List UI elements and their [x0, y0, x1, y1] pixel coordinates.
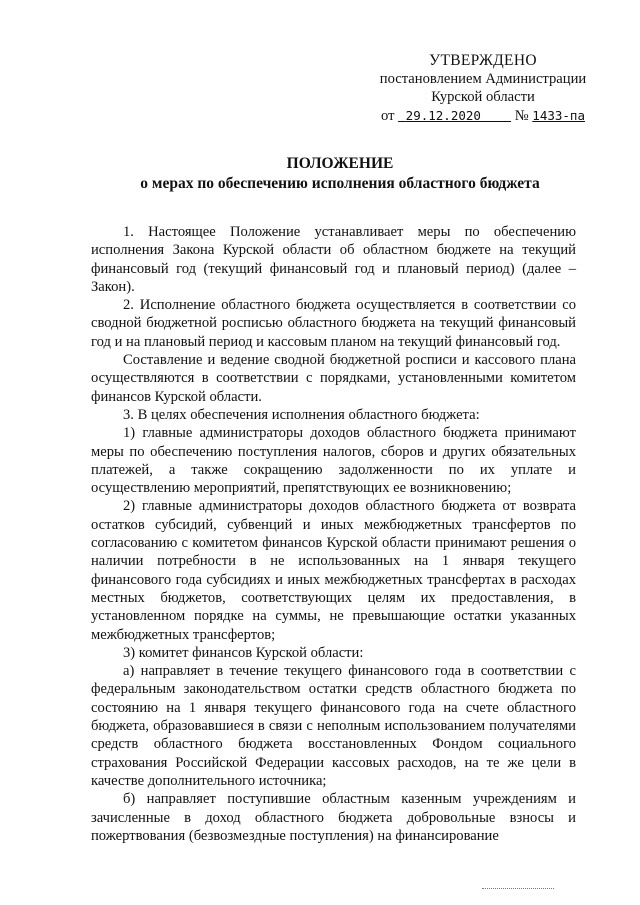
approval-line-2: Курской области — [431, 89, 535, 105]
paragraph: а) направляет в течение текущего финансового года в соответствии с федеральным законодательством остатки средств областного бюджета по состоянию на 1 января текущего финансового года на счете областного бюджета, образовавшиеся в связи с неполным использованием получателями средств областного бюджета восстановленных Фондом социального страхования Российской Федерации кассовых расходов, на те же цели в качестве дополнительного источника; — [91, 663, 576, 789]
paragraph: 2) главные администраторы доходов областного бюджета от возврата остатков субсидий, субвенций и иных межбюджетных трансфертов по согласованию с комитетом финансов Курской области принимают решения о наличии потребности в не использованных на 1 января текущего финансового года субсидиях и иных межбюджетных трансфертах в расходах местных бюджетов, соответствующих целям их предоставления, в установленном порядке на суммы, не превышающие остатки указанных межбюджетных трансфертов; — [91, 498, 576, 643]
document-heading — [80, 154, 600, 194]
number-prefix: № — [514, 108, 529, 124]
paragraph: Составление и ведение сводной бюджетной росписи и кассового плана осуществляются в соответствии с порядками, установленными комитетом финансов Курской области. — [91, 352, 576, 405]
paragraph: 3) комитет финансов Курской области: — [123, 644, 364, 661]
document-title: ПОЛОЖЕНИЕ — [286, 155, 394, 172]
paragraph: б) направляет поступившие областным казенным учреждениям и зачисленные в доход областного бюджета добровольные взносы и пожертвования (безвозмездные поступления) на финансирование — [91, 791, 576, 844]
approval-title: УТВЕРЖДЕНО — [429, 52, 537, 69]
scan-artifact-line — [482, 888, 554, 890]
document-subtitle: о мерах по обеспечению исполнения областного бюджета — [140, 175, 540, 192]
date-prefix: от — [381, 108, 395, 124]
approval-date-number — [368, 107, 598, 125]
paragraph: 3. В целях обеспечения исполнения областного бюджета: — [123, 406, 480, 423]
approval-line-1: постановлением Администрации — [379, 71, 587, 87]
approval-date: 29.12.2020 — [405, 108, 481, 123]
document-body — [91, 223, 576, 845]
paragraph: 1. Настоящее Положение устанавливает меры по обеспечению исполнения Закона Курской области об областном бюджете на текущий финансовый год (текущий финансовый год и плановый период) (далее – Закон). — [91, 224, 576, 295]
approval-number: 1433-па — [532, 108, 585, 123]
paragraph: 2. Исполнение областного бюджета осуществляется в соответствии со сводной бюджетной росписью областного бюджета на текущий финансовый год и на плановый период и кассовым планом на текущий финансовый год. — [91, 297, 576, 350]
approval-stamp — [368, 52, 598, 125]
paragraph: 1) главные администраторы доходов областного бюджета принимают меры по обеспечению поступления налогов, сборов и других обязательных платежей, а также сокращению задолженности по их уплате и осуществлению мероприятий, препятствующих ее возникновению; — [91, 425, 576, 497]
